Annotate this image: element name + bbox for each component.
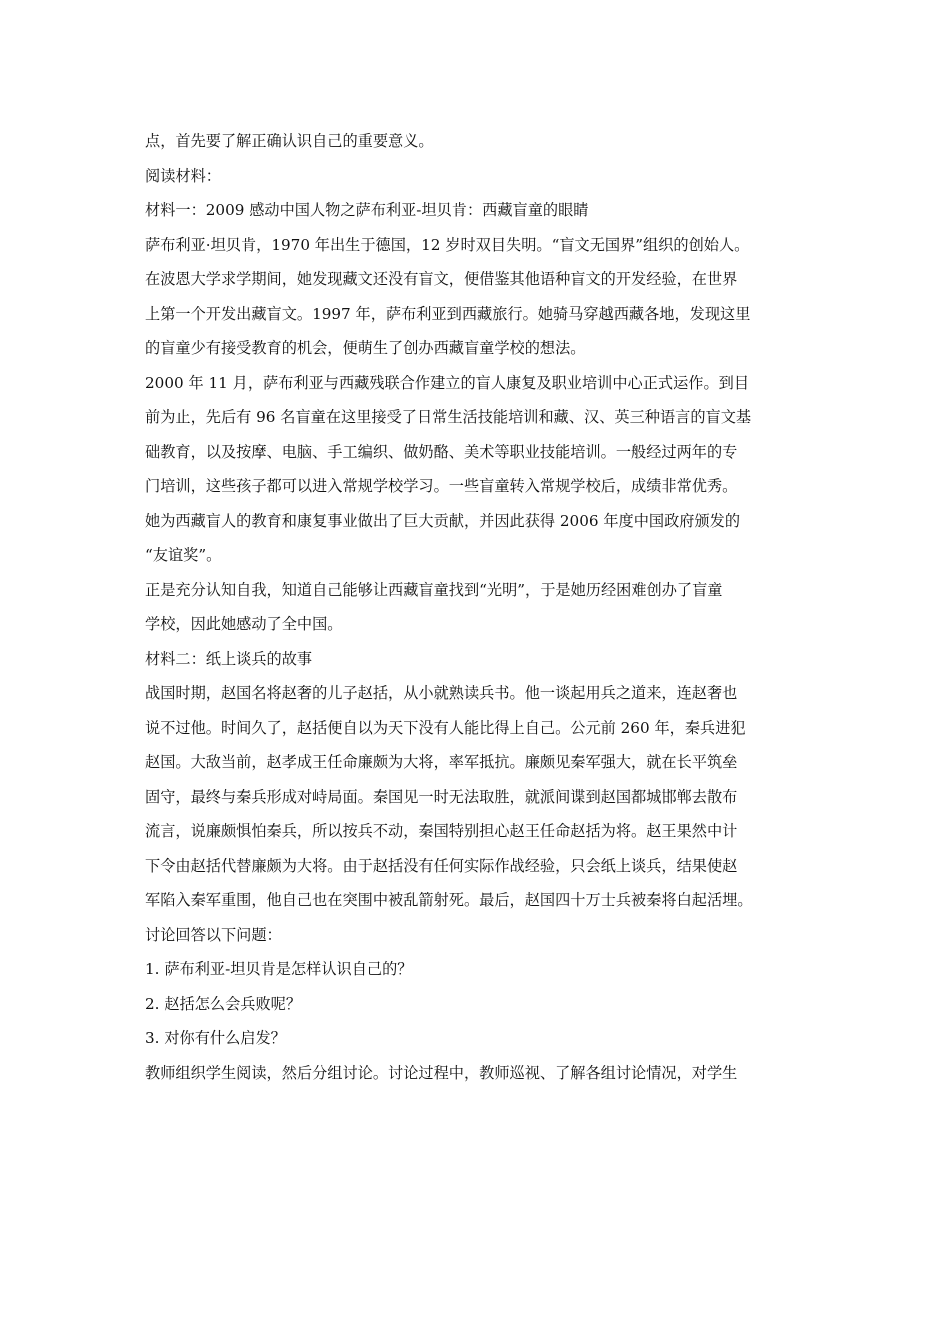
text-line: 学校，因此她感动了全中国。	[145, 615, 343, 633]
text-line: 下令由赵括代替廉颇为大将。由于赵括没有任何实际作战经验，只会纸上谈兵，结果使赵	[145, 856, 738, 875]
text-line: 在波恩大学求学期间，她发现藏文还没有盲文，便借鉴其他语种盲文的开发经验，在世界	[145, 270, 738, 288]
question-item: 3. 对你有什么启发？	[145, 1029, 286, 1047]
section-heading: 阅读材料：	[145, 166, 221, 185]
text-line: 的盲童少有接受教育的机会，便萌生了创办西藏盲童学校的想法。	[145, 339, 586, 357]
document-body	[145, 124, 810, 1090]
material-title: 材料一：2009 感动中国人物之萨布利亚-坦贝肯：西藏盲童的眼睛	[145, 201, 589, 219]
text-line: 前为止，先后有 96 名盲童在这里接受了日常生活技能培训和藏、汉、英三种语言的盲文基	[145, 408, 752, 426]
text-line: 军陷入秦军重围，他自己也在突围中被乱箭射死。最后，赵国四十万士兵被秦将白起活埋。	[145, 891, 753, 909]
text-line: 上第一个开发出藏盲文。1997 年，萨布利亚到西藏旅行。她骑马穿越西藏各地，发现这里	[145, 304, 751, 323]
text-line: 萨布利亚·坦贝肯，1970 年出生于德国，12 岁时双目失明。“盲文无国界”组织的创始人。	[145, 235, 750, 254]
question-item: 2. 赵括怎么会兵败呢？	[145, 994, 302, 1013]
text-line: 说不过他。时间久了，赵括便自以为天下没有人能比得上自己。公元前 260 年，秦兵进犯	[145, 718, 746, 737]
text-line: 础教育，以及按摩、电脑、手工编织、做奶酪、美术等职业技能培训。一般经过两年的专	[145, 442, 738, 461]
text-line: “友谊奖”。	[145, 546, 222, 564]
text-line: 固守，最终与秦兵形成对峙局面。秦国见一时无法取胜，就派间谍到赵国都城邯郸去散布	[145, 787, 738, 806]
text-line: 正是充分认知自我，知道自己能够让西藏盲童找到“光明”，于是她历经困难创办了盲童	[145, 580, 723, 599]
material-title: 材料二：纸上谈兵的故事	[145, 649, 313, 668]
text-line: 教师组织学生阅读，然后分组讨论。讨论过程中，教师巡视、了解各组讨论情况，对学生	[145, 1063, 738, 1082]
text-line: 门培训，这些孩子都可以进入常规学校学习。一些盲童转入常规学校后，成绩非常优秀。	[145, 477, 738, 495]
text-line: 点，首先要了解正确认识自己的重要意义。	[145, 132, 434, 150]
discussion-heading: 讨论回答以下问题：	[145, 925, 282, 944]
question-item: 1. 萨布利亚-坦贝肯是怎样认识自己的？	[145, 960, 413, 978]
text-line: 流言，说廉颇惧怕秦兵，所以按兵不动，秦国特别担心赵王任命赵括为将。赵王果然中计	[145, 822, 738, 840]
text-line: 战国时期，赵国名将赵奢的儿子赵括，从小就熟读兵书。他一谈起用兵之道来，连赵奢也	[145, 684, 738, 702]
text-line: 她为西藏盲人的教育和康复事业做出了巨大贡献，并因此获得 2006 年度中国政府颁发的	[145, 511, 741, 530]
text-line: 赵国。大敌当前，赵孝成王任命廉颇为大将，率军抵抗。廉颇见秦军强大，就在长平筑垒	[145, 753, 738, 771]
text-line: 2000 年 11 月，萨布利亚与西藏残联合作建立的盲人康复及职业培训中心正式运作。到目	[145, 373, 750, 392]
